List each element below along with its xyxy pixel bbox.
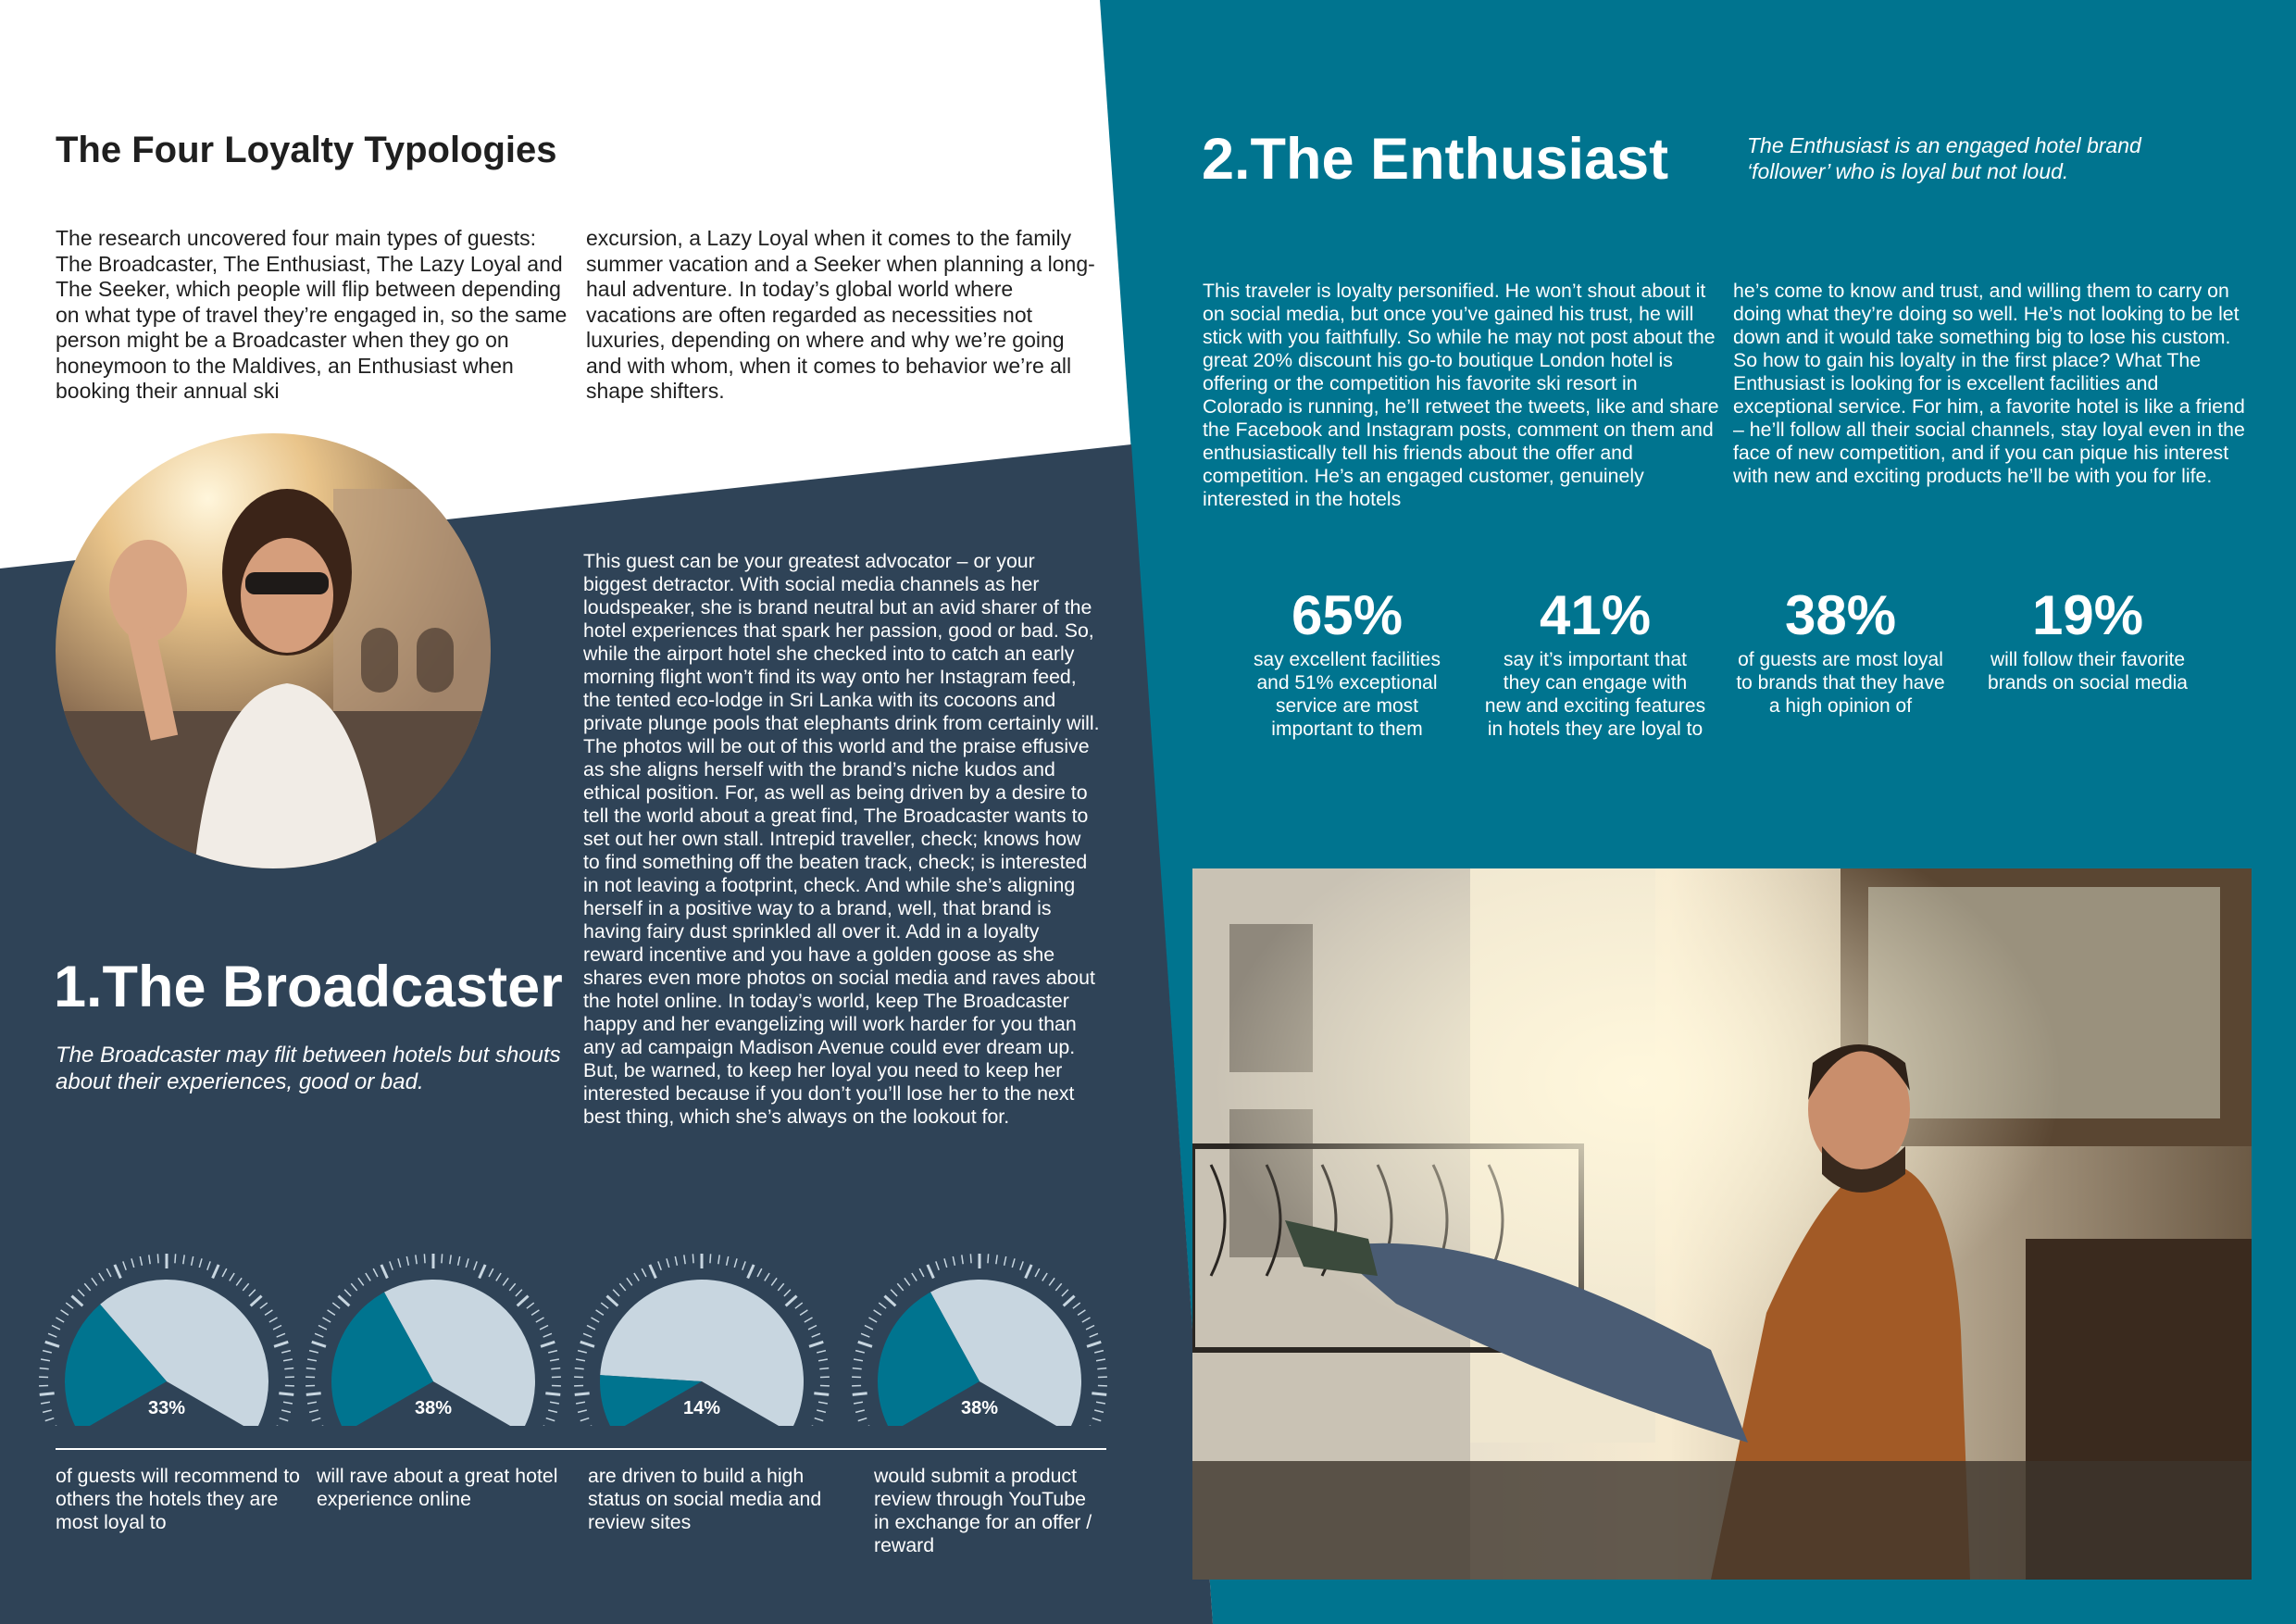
enthusiast-body-col1: This traveler is loyalty personified. He won’t shout about it on social media, but once you’ve gained his trust, he will stick with you faithfully. So while he may not post about the great 20% discount his go-to boutique London hotel is offering or the competition his favorite ski resort in Colorado is running, he’ll retweet the tweets, like and share the Facebook and Instagram posts, comment on them and enthusiastically tell his friends about the offer and competition. He’s an engaged customer, genuinely interested in the hotels (1203, 280, 1719, 510)
gauge-label: 33% (147, 1398, 186, 1418)
gauge (850, 1222, 1109, 1426)
stat-item (1977, 583, 2199, 694)
stat-value: 38% (1784, 584, 1897, 646)
stat-text: of guests are most loyal to brands that they have a high opinion of (1736, 649, 1945, 717)
gauge-label: 38% (414, 1398, 453, 1418)
enthusiast-subtitle: The Enthusiast is an engaged hotel brand ‘follower’ who is loyal but not loud. (1747, 133, 2141, 183)
broadcaster-photo (56, 433, 491, 868)
broadcaster-body: This guest can be your greatest advocator – or your biggest detractor. With social media channels as her loudspeaker, she is brand neutral but an avid sharer of the hotel experiences that spark her passion, good or bad. So, while the airport hotel she checked into to catch an early morning flight won’t find its way onto her Instagram feed, the tented eco-lodge in Sri Lanka with its cocoons and private plunge pools that elephants drink from certainly will. The photos will be out of this world and the praise effusive as she aligns herself with the brand’s niche kudos and ethical position. For, as well as being driven by a desire to tell the world about a great find, The Broadcaster wants to set out her own stall. Intrepid traveller, check; knows how to find something off the beaten track, check; is interested in not leaving a footprint, check. And while she’s aligning herself in a positive way to a brand, well, that brand is having fairy dust sprinkled all over it. Add in a loyalty reward incentive and you have a golden goose as she shares even more photos on social media and raves about the hotel online. In today’s world, keep The Broadcaster happy and her evangelizing will work harder for you than any ad campaign Madison Avenue could ever dream up. But, be warned, to keep her loyal you need to keep her interested because if you don’t you’ll lose her to the next best thing, which she’s always on the lookout for. (583, 550, 1100, 1128)
enthusiast-photo (1192, 868, 2252, 1580)
gauge-divider (56, 1448, 1106, 1450)
gauge-caption: of guests will recommend to others the hotels they are most loyal to (56, 1465, 300, 1533)
stat-value: 19% (2031, 584, 2144, 646)
stat-item (1236, 583, 1458, 741)
gauge (304, 1222, 563, 1426)
stat-text: will follow their favorite brands on social media (1988, 649, 2188, 693)
gauge-caption: would submit a product review through YouTube in exchange for an offer / reward (874, 1465, 1092, 1556)
gauge (37, 1222, 296, 1426)
enthusiast-heading: 2.The Enthusiast (1202, 127, 1669, 192)
gauge-label: 38% (960, 1398, 999, 1418)
intro-text-col1: The research uncovered four main types of guests: The Broadcaster, The Enthusiast, The Lazy Loyal and The Seeker, which people will flip between depending on what type of travel they’re engaged in, so the same person might be a Broadcaster when they go on honeymoon to the Maldives, an Enthusiast when booking their annual ski (56, 226, 568, 403)
stat-text: say excellent facilities and 51% exceptional service are most important to them (1254, 649, 1441, 740)
stat-value: 65% (1291, 584, 1404, 646)
enthusiast-body-col2: he’s come to know and trust, and willing them to carry on doing what they’re doing so well. He’s not looking to be let down and it would take something big to lose his custom. So how to gain his loyalty in the first place? What The Enthusiast is looking for is excellent facilities and exceptional service. For him, a favorite hotel is like a friend – he’ll follow all their social channels, stay loyal even in the face of new competition, and if you can pique his interest with new and exciting products he’ll be with you for life. (1733, 280, 2245, 487)
broadcaster-heading: 1.The Broadcaster (54, 955, 563, 1019)
stat-item (1484, 583, 1706, 741)
stat-text: say it’s important that they can engage with new and exciting features in hotels they are loyal to (1484, 649, 1706, 740)
intro-text-col2: excursion, a Lazy Loyal when it comes to the family summer vacation and a Seeker when planning a long-haul adventure. In today’s global world where vacations are often regarded as necessities not luxuries, depending on where and why we’re going and with whom, when it comes to behavior we’re all shape shifters. (586, 226, 1095, 403)
page-title: The Four Loyalty Typologies (56, 130, 557, 170)
stat-value: 41% (1539, 584, 1652, 646)
broadcaster-subtitle: The Broadcaster may flit between hotels but shouts about their experiences, good or bad. (56, 1043, 561, 1094)
gauge-label: 14% (682, 1398, 721, 1418)
stat-item (1729, 583, 1952, 718)
gauge-caption: are driven to build a high status on social media and review sites (588, 1465, 822, 1533)
gauge (572, 1222, 831, 1426)
gauge-caption: will rave about a great hotel experience online (317, 1465, 558, 1510)
